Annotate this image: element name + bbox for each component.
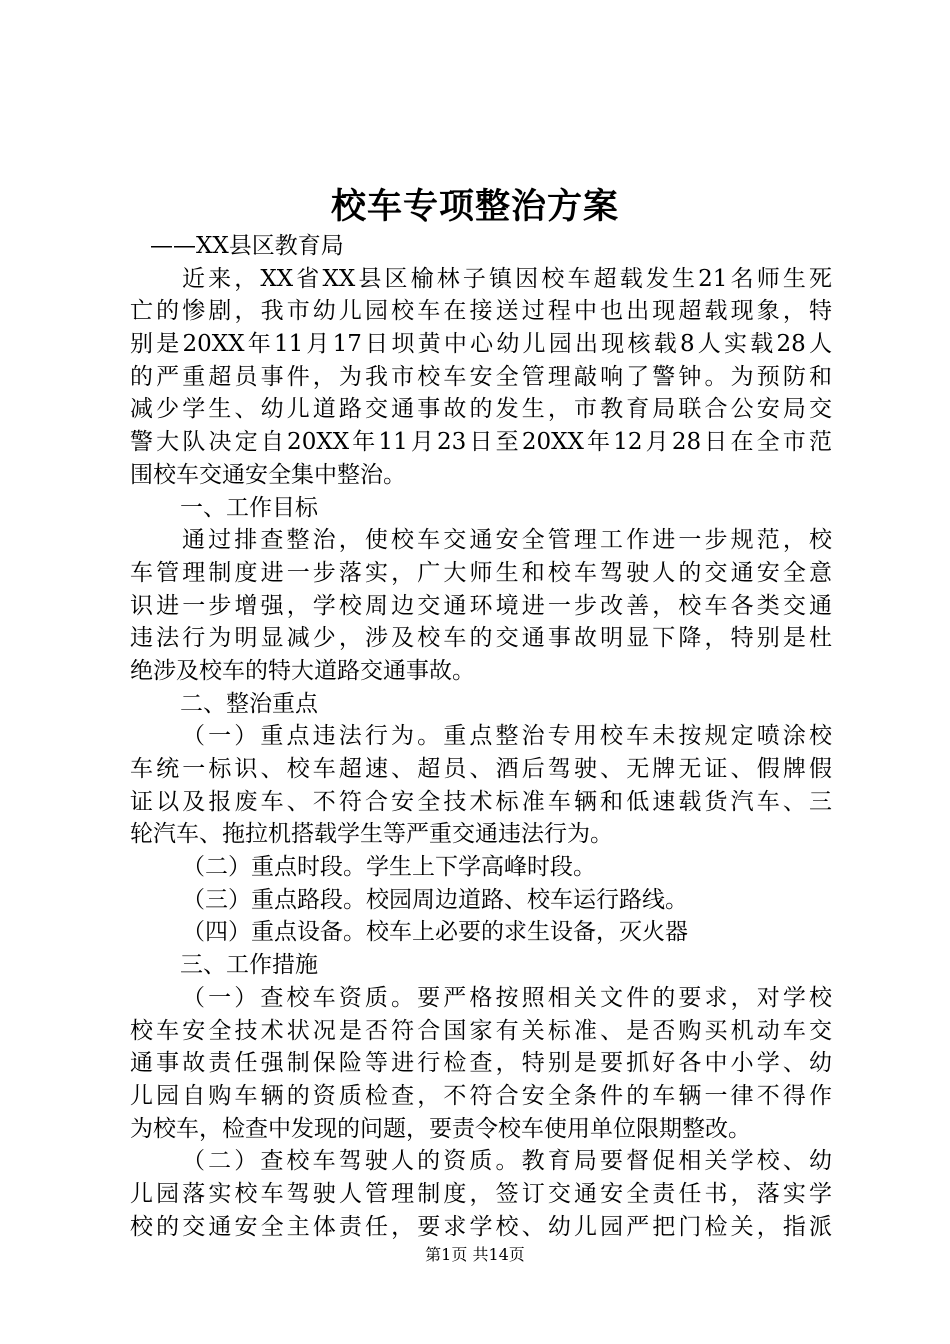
text-line: 三、工作措施 bbox=[180, 952, 318, 979]
text-line: 通事故责任强制保险等进行检查，特别是要抓好各中小学、幼 bbox=[130, 1050, 832, 1077]
text-line: 的严重超员事件，为我市校车安全管理敲响了警钟。为预防和 bbox=[130, 363, 832, 390]
text-line: 亡的惨剧，我市幼儿园校车在接送过程中也出现超载现象，特 bbox=[130, 298, 832, 325]
text-line: （一）重点违法行为。重点整治专用校车未按规定喷涂校 bbox=[182, 723, 832, 750]
document-title: 校车专项整治方案 bbox=[330, 186, 619, 227]
text-line: 近来，XX省XX县区榆林子镇因校车超载发生21名师生死 bbox=[182, 265, 832, 292]
text-line: （三）重点路段。校园周边道路、校车运行路线。 bbox=[182, 886, 688, 913]
text-line: 绝涉及校车的特大道路交通事故。 bbox=[130, 657, 475, 684]
text-line: 减少学生、幼儿道路交通事故的发生，市教育局联合公安局交 bbox=[130, 396, 832, 423]
text-line: 儿园自购车辆的资质检查，不符合安全条件的车辆一律不得作 bbox=[130, 1082, 832, 1109]
text-line: 为校车，检查中发现的问题，要责令校车使用单位限期整改。 bbox=[130, 1115, 751, 1142]
document-body bbox=[130, 230, 832, 1243]
text-line: 别是20XX年11月17日坝黄中心幼儿园出现核载8人实载28人 bbox=[130, 331, 832, 358]
text-line: 违法行为明显减少，涉及校车的交通事故明显下降，特别是杜 bbox=[130, 625, 832, 652]
text-line: 通过排查整治，使校车交通安全管理工作进一步规范，校 bbox=[182, 527, 832, 554]
text-line: （二）重点时段。学生上下学高峰时段。 bbox=[182, 854, 596, 881]
text-line: 车管理制度进一步落实，广大师生和校车驾驶人的交通安全意 bbox=[130, 559, 832, 586]
text-line: 校车安全技术状况是否符合国家有关标准、是否购买机动车交 bbox=[130, 1017, 832, 1044]
text-line: （一）查校车资质。要严格按照相关文件的要求，对学校 bbox=[182, 984, 832, 1011]
text-line: ——XX县区教育局 bbox=[150, 233, 344, 259]
text-line: 证以及报废车、不符合安全技术标准车辆和低速载货汽车、三 bbox=[130, 788, 832, 815]
text-line: 轮汽车、拖拉机搭载学生等严重交通违法行为。 bbox=[130, 821, 613, 848]
text-line: （二）查校车驾驶人的资质。教育局要督促相关学校、幼 bbox=[182, 1148, 832, 1175]
text-line: 校的交通安全主体责任，要求学校、幼儿园严把门检关，指派 bbox=[130, 1213, 832, 1240]
text-line: 识进一步增强，学校周边交通环境进一步改善，校车各类交通 bbox=[130, 592, 832, 619]
text-line: 儿园落实校车驾驶人管理制度，签订交通安全责任书，落实学 bbox=[130, 1180, 832, 1207]
text-line: （四）重点设备。校车上必要的求生设备，灭火器 bbox=[182, 919, 688, 946]
text-line: 二、整治重点 bbox=[180, 690, 318, 717]
text-line: 车统一标识、校车超速、超员、酒后驾驶、无牌无证、假牌假 bbox=[130, 756, 832, 782]
page-footer: 第1页 共14页 bbox=[425, 1245, 525, 1264]
text-line: 围校车交通安全集中整治。 bbox=[130, 461, 406, 488]
text-line: 一、工作目标 bbox=[180, 494, 318, 521]
text-line: 警大队决定自20XX年11月23日至20XX年12月28日在全市范 bbox=[130, 429, 832, 456]
